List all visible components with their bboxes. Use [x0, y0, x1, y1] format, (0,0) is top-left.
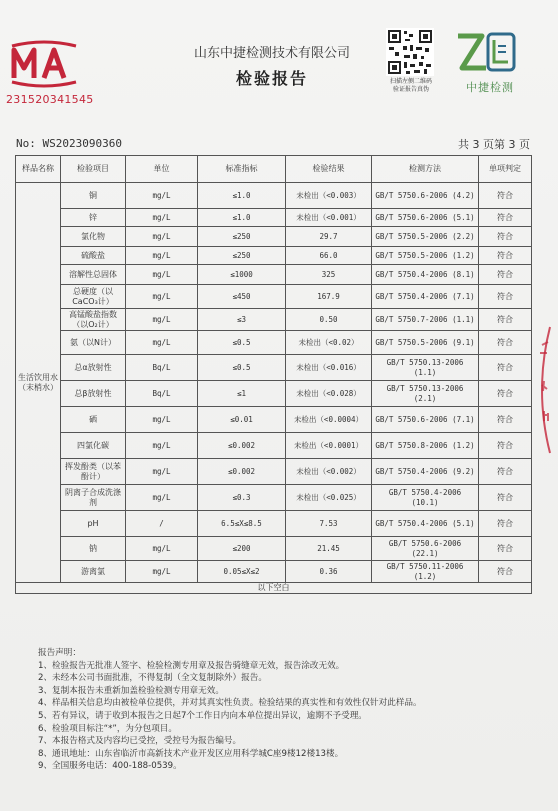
judge-cell: 符合	[479, 247, 532, 265]
result-cell: 未检出（<0.025）	[286, 485, 372, 511]
unit-cell: mg/L	[126, 183, 198, 209]
blank-note: 以下空白	[16, 583, 532, 594]
note-line: 4、样品相关信息均由被检单位提供，并对其真实性负责。检验结果的真实性和有效性仅针对此样品。	[38, 698, 422, 709]
judge-cell: 符合	[479, 485, 532, 511]
table-row	[16, 265, 532, 285]
standard-cell: ≤0.5	[198, 331, 286, 355]
judge-cell: 符合	[479, 265, 532, 285]
standard-cell: 6.5≤X≤8.5	[198, 511, 286, 537]
standard-cell: ≤1.0	[198, 209, 286, 227]
method-cell: GB/T 5750.4-2006 (10.1)	[372, 485, 479, 511]
note-line: 9、全国服务电话：400-188-0539。	[38, 761, 182, 772]
result-cell: 未检出（<0.003）	[286, 183, 372, 209]
result-cell: 未检出（<0.0004）	[286, 407, 372, 433]
qr-caption-line: 验证报告真伪	[392, 86, 429, 93]
unit-cell: mg/L	[126, 407, 198, 433]
report-notes	[38, 647, 538, 773]
cma-logo-icon	[6, 36, 82, 92]
item-cell: pH	[61, 511, 126, 537]
unit-cell: mg/L	[126, 331, 198, 355]
method-cell: GB/T 5750.4-2006 (9.2)	[372, 459, 479, 485]
standard-cell: ≤0.3	[198, 485, 286, 511]
note-line: 6、检验项目标注“*”，为分包项目。	[38, 723, 177, 734]
qr-caption	[380, 78, 442, 94]
judge-cell: 符合	[479, 537, 532, 561]
judge-cell: 符合	[479, 459, 532, 485]
standard-cell: ≤200	[198, 537, 286, 561]
note-line: 1、检验报告无批准人签字、检验检测专用章及报告骑缝章无效，报告涂改无效。	[38, 660, 345, 671]
unit-cell: mg/L	[126, 285, 198, 309]
item-cell: 总β放射性	[61, 381, 126, 407]
cert-number: 231520341545	[6, 93, 94, 106]
method-cell: GB/T 5750.5-2006 (9.1)	[372, 331, 479, 355]
note-line: 2、未经本公司书面批准，不得复制（全文复制除外）报告。	[38, 673, 267, 684]
result-cell: 未检出（<0.028）	[286, 381, 372, 407]
table-row	[16, 511, 532, 537]
item-cell: 高锰酸盐指数（以O₂计）	[61, 309, 126, 331]
result-cell: 0.36	[286, 561, 372, 583]
unit-cell: mg/L	[126, 459, 198, 485]
header-unit: 单位	[126, 156, 198, 183]
result-cell: 未检出（<0.001）	[286, 209, 372, 227]
qr-code-icon	[386, 28, 434, 76]
standard-cell: ≤450	[198, 285, 286, 309]
header-result: 检验结果	[286, 156, 372, 183]
item-cell: 四氯化碳	[61, 433, 126, 459]
zj-brand-logo-icon	[452, 28, 522, 76]
result-cell: 29.7	[286, 227, 372, 247]
method-cell: GB/T 5750.6-2006 (5.1)	[372, 209, 479, 227]
table-row	[16, 285, 532, 309]
judge-cell: 符合	[479, 355, 532, 381]
note-line: 8、通讯地址：山东省临沂市高新技术产业开发区应用科学城C座9楼12楼13楼。	[38, 748, 344, 759]
item-cell: 阴离子合成洗涤剂	[61, 485, 126, 511]
table-row	[16, 209, 532, 227]
result-cell: 66.0	[286, 247, 372, 265]
result-cell: 7.53	[286, 511, 372, 537]
unit-cell: mg/L	[126, 247, 198, 265]
judge-cell: 符合	[479, 511, 532, 537]
result-cell: 325	[286, 265, 372, 285]
method-cell: GB/T 5750.6-2006 (7.1)	[372, 407, 479, 433]
table-row	[16, 459, 532, 485]
method-cell: GB/T 5750.11-2006 (1.2)	[372, 561, 479, 583]
unit-cell: mg/L	[126, 309, 198, 331]
table-row	[16, 331, 532, 355]
unit-cell: Bq/L	[126, 381, 198, 407]
table-row	[16, 561, 532, 583]
judge-cell: 符合	[479, 331, 532, 355]
judge-cell: 符合	[479, 407, 532, 433]
result-cell: 0.50	[286, 309, 372, 331]
header-method: 检测方法	[372, 156, 479, 183]
method-cell: GB/T 5750.4-2006 (5.1)	[372, 511, 479, 537]
standard-cell: ≤1.0	[198, 183, 286, 209]
unit-cell: mg/L	[126, 209, 198, 227]
unit-cell: mg/L	[126, 485, 198, 511]
item-cell: 氨（以N计）	[61, 331, 126, 355]
unit-cell: mg/L	[126, 265, 198, 285]
method-cell: GB/T 5750.4-2006 (8.1)	[372, 265, 479, 285]
method-cell: GB/T 5750.8-2006 (1.2)	[372, 433, 479, 459]
result-cell: 未检出（<0.0001）	[286, 433, 372, 459]
judge-cell: 符合	[479, 285, 532, 309]
table-row	[16, 309, 532, 331]
table-row	[16, 247, 532, 265]
result-cell: 未检出（<0.02）	[286, 331, 372, 355]
header-standard: 标准指标	[198, 156, 286, 183]
standard-cell: ≤0.002	[198, 459, 286, 485]
unit-cell: mg/L	[126, 433, 198, 459]
item-cell: 挥发酚类（以苯酚计）	[61, 459, 126, 485]
standard-cell: ≤250	[198, 247, 286, 265]
red-stamp-icon	[530, 325, 558, 455]
judge-cell: 符合	[479, 183, 532, 209]
item-cell: 总硬度（以CaCO₃计）	[61, 285, 126, 309]
standard-cell: ≤0.01	[198, 407, 286, 433]
method-cell: GB/T 5750.5-2006 (2.2)	[372, 227, 479, 247]
standard-cell: ≤250	[198, 227, 286, 247]
method-cell: GB/T 5750.5-2006 (1.2)	[372, 247, 479, 265]
item-cell: 硒	[61, 407, 126, 433]
item-cell: 硫酸盐	[61, 247, 126, 265]
table-header-row	[16, 156, 532, 183]
item-cell: 钠	[61, 537, 126, 561]
method-cell: GB/T 5750.7-2006 (1.1)	[372, 309, 479, 331]
result-cell: 21.45	[286, 537, 372, 561]
item-cell: 游离氯	[61, 561, 126, 583]
result-cell: 167.9	[286, 285, 372, 309]
item-cell: 锌	[61, 209, 126, 227]
item-cell: 氯化物	[61, 227, 126, 247]
results-table	[15, 155, 532, 594]
header-judge: 单项判定	[479, 156, 532, 183]
table-row	[16, 183, 532, 209]
results-body	[16, 183, 532, 594]
brand-name: 中捷检测	[466, 81, 514, 94]
table-row	[16, 433, 532, 459]
item-cell: 总α放射性	[61, 355, 126, 381]
judge-cell: 符合	[479, 227, 532, 247]
standard-cell: ≤1000	[198, 265, 286, 285]
unit-cell: mg/L	[126, 561, 198, 583]
page-title: 检验报告	[235, 69, 308, 88]
standard-cell: 0.05≤X≤2	[198, 561, 286, 583]
method-cell: GB/T 5750.6-2006 (4.2)	[372, 183, 479, 209]
judge-cell: 符合	[479, 309, 532, 331]
judge-cell: 符合	[479, 381, 532, 407]
standard-cell: ≤3	[198, 309, 286, 331]
item-cell: 溶解性总固体	[61, 265, 126, 285]
table-row	[16, 381, 532, 407]
note-line: 3、复制本报告未重新加盖检验检测专用章无效。	[38, 685, 224, 696]
method-cell: GB/T 5750.6-2006 (22.1)	[372, 537, 479, 561]
table-row	[16, 537, 532, 561]
result-cell: 未检出（<0.016）	[286, 355, 372, 381]
qr-caption-line: 扫描左侧二维码	[389, 78, 432, 85]
header-sample-name: 样品名称	[16, 156, 61, 183]
unit-cell: Bq/L	[126, 355, 198, 381]
table-row	[16, 355, 532, 381]
company-name: 山东中捷检测技术有限公司	[193, 46, 350, 61]
table-row	[16, 227, 532, 247]
note-line: 5、若有异议，请于收到本报告之日起7个工作日内向本单位提出异议，逾期不予受理。	[38, 710, 367, 721]
method-cell: GB/T 5750.13-2006 (1.1)	[372, 355, 479, 381]
note-line: 7、本报告格式及内容均已受控，受控号为报告编号。	[38, 736, 242, 747]
judge-cell: 符合	[479, 561, 532, 583]
result-cell: 未检出（<0.002）	[286, 459, 372, 485]
unit-cell: /	[126, 511, 198, 537]
standard-cell: ≤1	[198, 381, 286, 407]
note-line: 报告声明：	[38, 648, 81, 658]
sample-name-cell: 生活饮用水（末梢水）	[16, 183, 61, 583]
blank-note-row	[16, 583, 532, 594]
table-row	[16, 485, 532, 511]
unit-cell: mg/L	[126, 227, 198, 247]
report-number: No: WS2023090360	[16, 137, 122, 150]
header-item: 检验项目	[61, 156, 126, 183]
standard-cell: ≤0.002	[198, 433, 286, 459]
table-row	[16, 407, 532, 433]
item-cell: 铜	[61, 183, 126, 209]
unit-cell: mg/L	[126, 537, 198, 561]
judge-cell: 符合	[479, 209, 532, 227]
method-cell: GB/T 5750.13-2006 (2.1)	[372, 381, 479, 407]
method-cell: GB/T 5750.4-2006 (7.1)	[372, 285, 479, 309]
page-count: 共 3 页第 3 页	[458, 138, 530, 151]
judge-cell: 符合	[479, 433, 532, 459]
standard-cell: ≤0.5	[198, 355, 286, 381]
